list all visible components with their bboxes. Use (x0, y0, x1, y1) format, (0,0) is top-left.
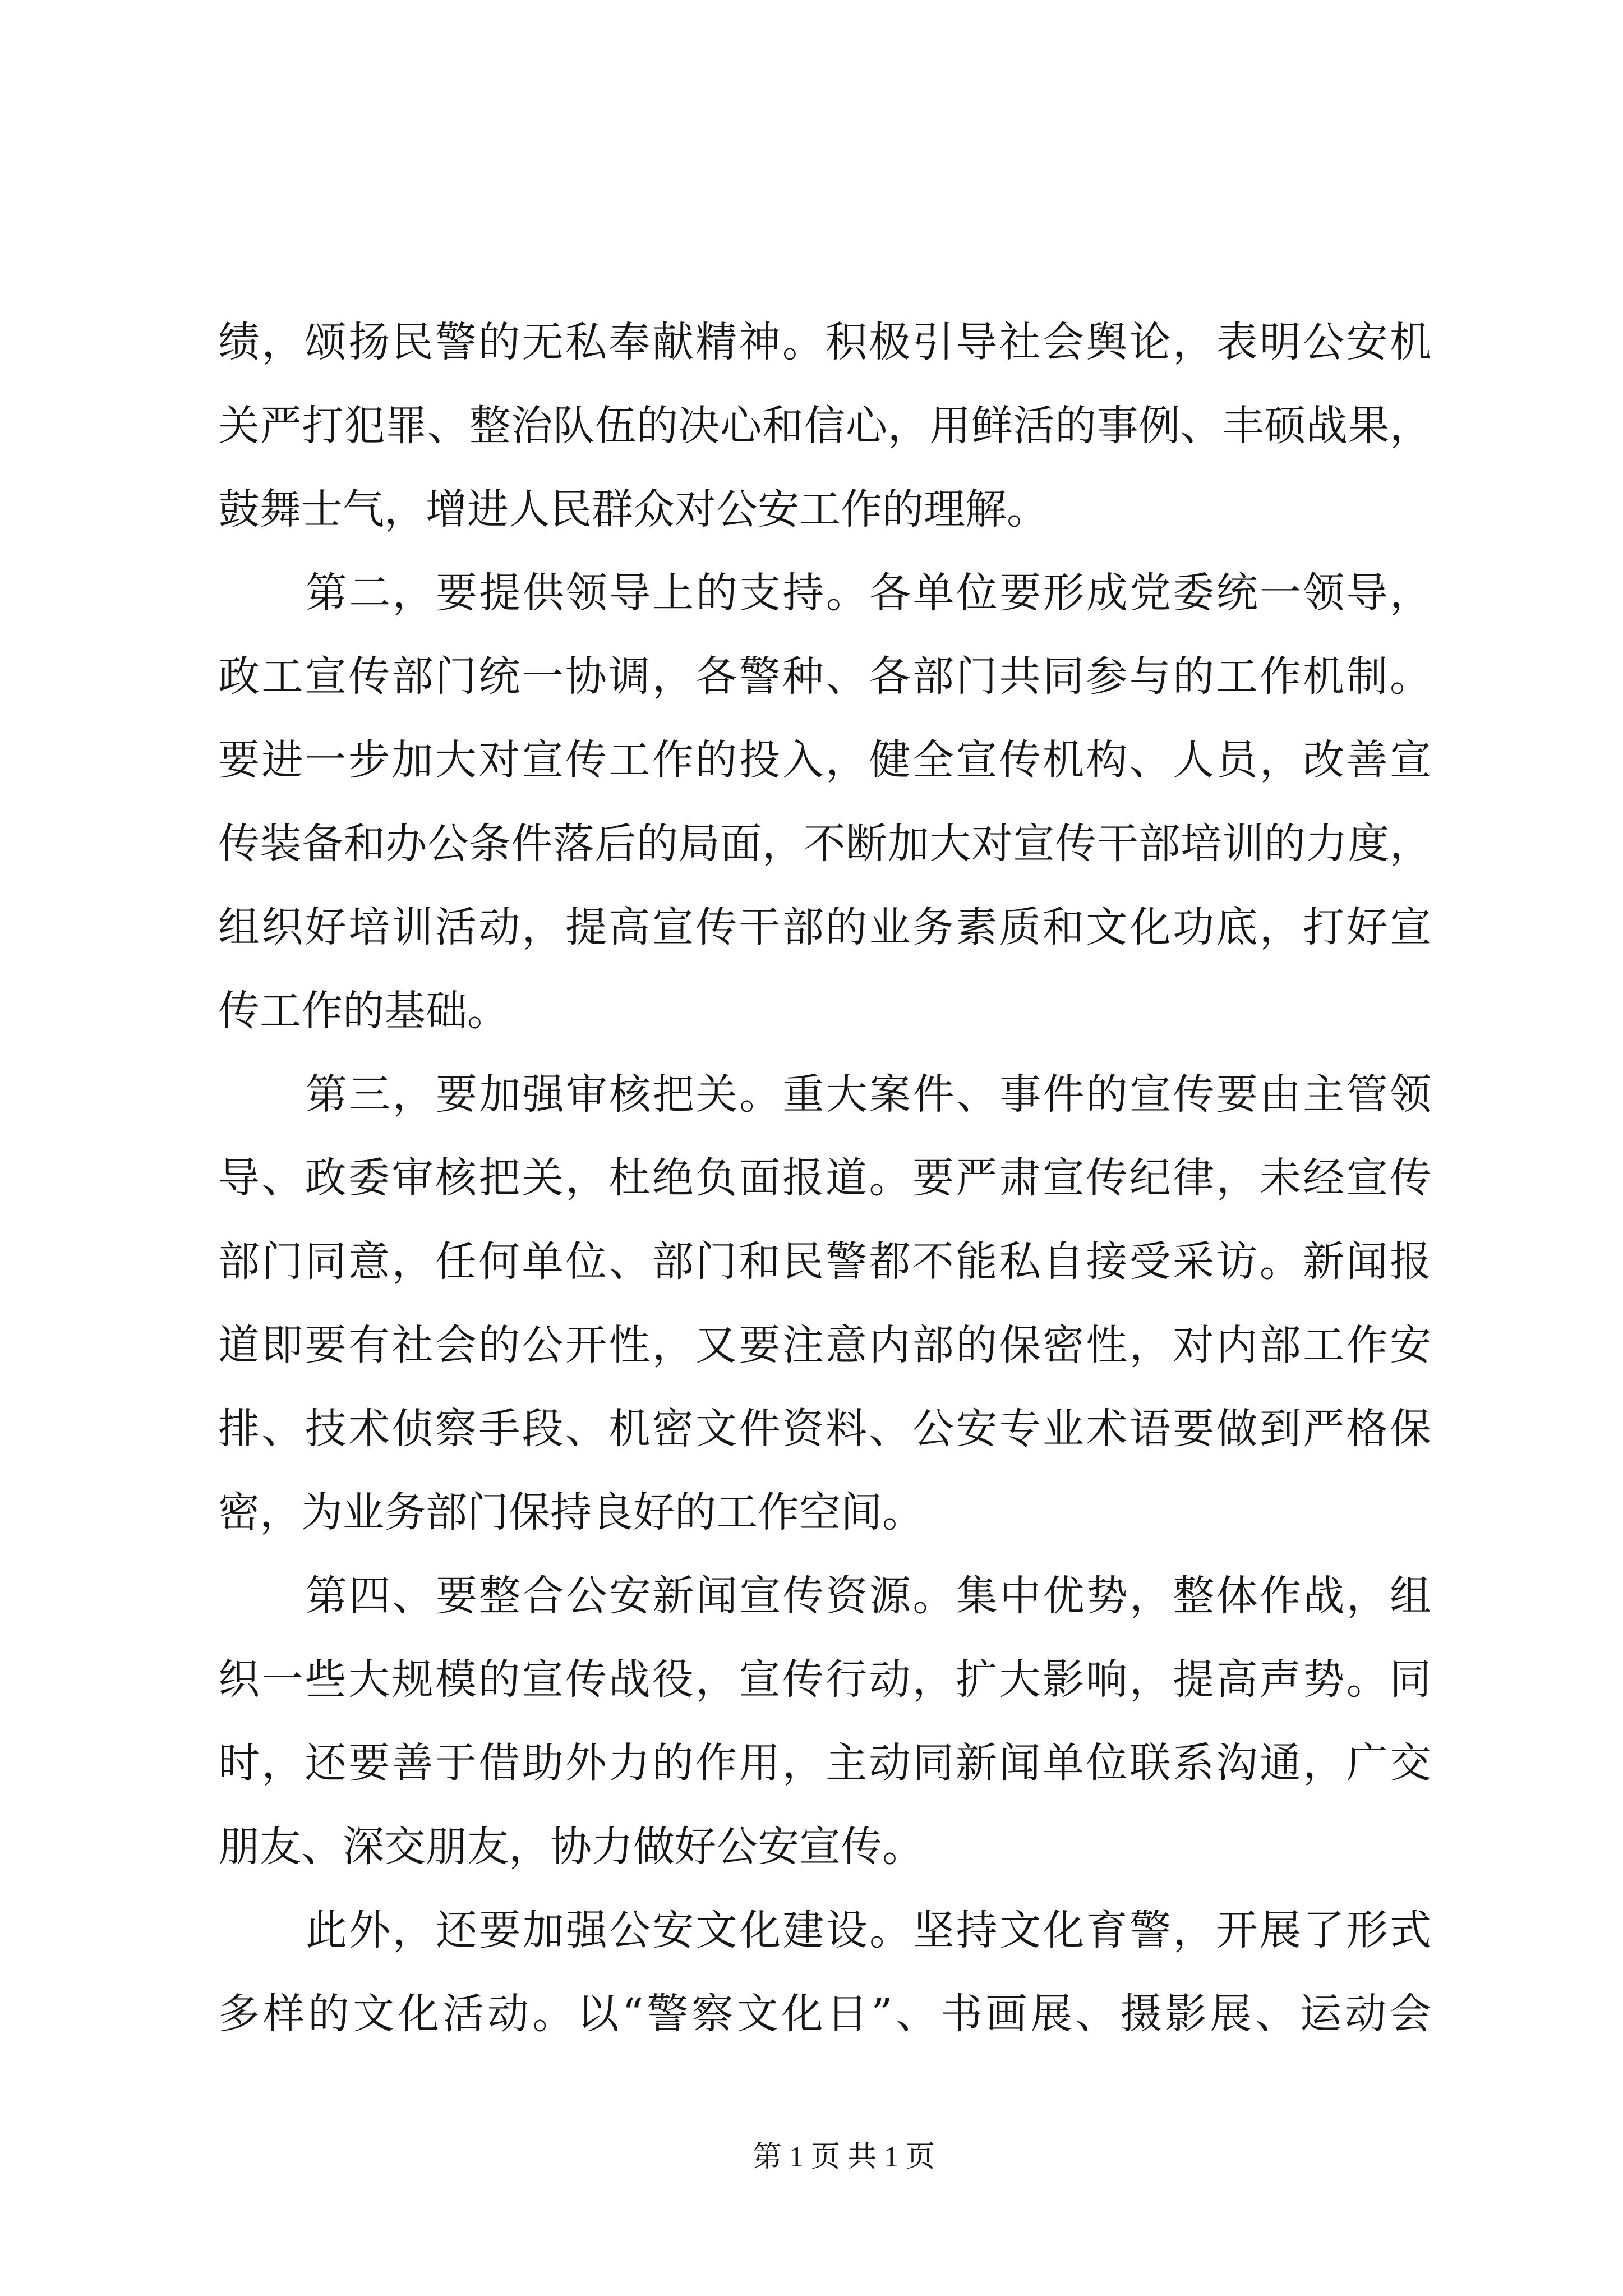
text-line: 组织好培训活动，提高宣传干部的业务素质和文化功底，打好宣 (218, 903, 1431, 951)
text-line: 绩，颂扬民警的无私奉献精神。积极引导社会舆论，表明公安机 (218, 318, 1431, 366)
paragraph (218, 1554, 1431, 1889)
text-line: 密，为业务部门保持良好的工作空间。 (218, 1488, 924, 1536)
text-line: 朋友、深交朋友，协力做好公安宣传。 (218, 1823, 924, 1871)
text-line: 时，还要善于借助外力的作用，主动同新闻单位联系沟通，广交 (218, 1739, 1431, 1787)
text-line: 传装备和办公条件落后的局面，不断加大对宣传干部培训的力度， (218, 820, 1431, 868)
text-line: 要进一步加大对宣传工作的投入，健全宣传机构、人员，改善宣 (218, 736, 1431, 784)
text-line: 政工宣传部门统一协调，各警种、各部门共同参与的工作机制。 (218, 652, 1431, 701)
text-line: 第二，要提供领导上的支持。各单位要形成党委统一领导， (306, 569, 1431, 617)
text-line: 关严打犯罪、整治队伍的决心和信心，用鲜活的事例、丰硕战果， (218, 402, 1431, 450)
text-line: 第三，要加强审核把关。重大案件、事件的宣传要由主管领 (306, 1070, 1431, 1119)
paragraph (218, 1053, 1431, 1554)
text-line: 此外，还要加强公安文化建设。坚持文化育警，开展了形式 (306, 1906, 1431, 1954)
page-footer: 第 1 页 共 1 页 (753, 2141, 935, 2173)
document-body (218, 301, 1431, 2056)
text-line: 部门同意，任何单位、部门和民警都不能私自接受采访。新闻报 (218, 1237, 1431, 1286)
paragraph (218, 551, 1431, 1053)
text-line: 鼓舞士气，增进人民群众对公安工作的理解。 (218, 485, 1048, 533)
text-line: 传工作的基础。 (218, 987, 509, 1035)
text-line: 导、政委审核把关，杜绝负面报道。要严肃宣传纪律，未经宣传 (218, 1154, 1431, 1202)
paragraph (218, 301, 1431, 551)
text-line: 第四、要整合公安新闻宣传资源。集中优势，整体作战，组 (306, 1572, 1431, 1620)
text-line: 排、技术侦察手段、机密文件资料、公安专业术语要做到严格保 (218, 1405, 1431, 1453)
paragraph (218, 1889, 1431, 2056)
text-line: 多样的文化活动。以“警察文化日”、书画展、摄影展、运动会 (218, 1990, 1431, 2038)
text-line: 织一些大规模的宣传战役，宣传行动，扩大影响，提高声势。同 (218, 1655, 1431, 1704)
text-line: 道即要有社会的公开性，又要注意内部的保密性，对内部工作安 (218, 1321, 1431, 1369)
